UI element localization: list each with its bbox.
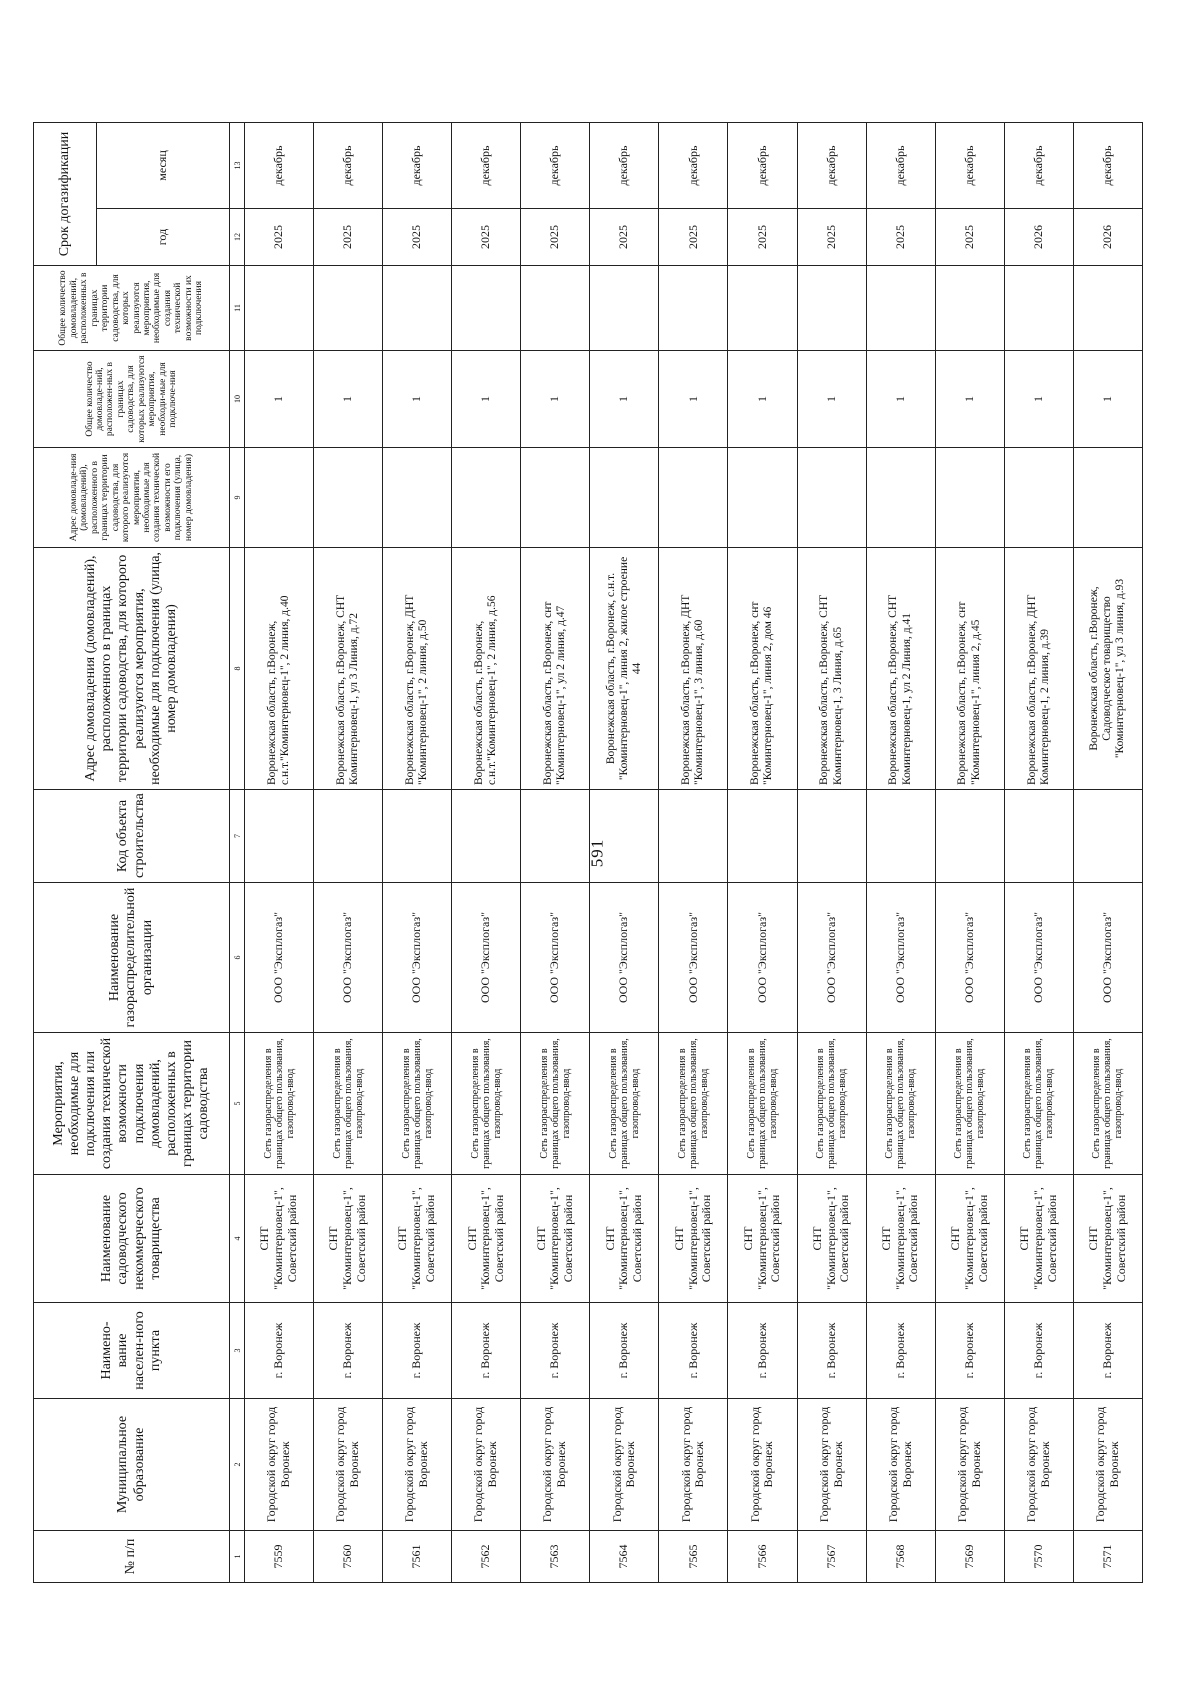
table-header bbox=[34, 123, 245, 1583]
cell-measures: Сеть газораспределения в границах общего пользования, газопровод-ввод bbox=[452, 1033, 521, 1175]
cell-address-tech bbox=[590, 448, 659, 548]
header-measures: Мероприятия, необходимые для подключения или создания технической возможности подключения домовладений, расположенных в границах территории садоводства bbox=[34, 1033, 230, 1175]
cell-total-connect: 1 bbox=[383, 351, 452, 448]
header-object-code: Код объекта строительства bbox=[34, 790, 230, 883]
cell-measures: Сеть газораспределения в границах общего пользования, газопровод-ввод bbox=[314, 1033, 383, 1175]
cell-object-code bbox=[590, 790, 659, 883]
gasification-table-sheet bbox=[33, 123, 1143, 1583]
cell-gas-org: ООО "Эксплогаз" bbox=[245, 883, 314, 1033]
column-number: 13 bbox=[230, 123, 245, 209]
cell-year: 2025 bbox=[797, 209, 866, 266]
cell-gas-org: ООО "Эксплогаз" bbox=[935, 883, 1004, 1033]
header-snt-name: Наименование садоводческого некоммерческого товарищества bbox=[34, 1175, 230, 1303]
cell-measures: Сеть газораспределения в границах общего пользования, газопровод-ввод bbox=[383, 1033, 452, 1175]
cell-object-code bbox=[1004, 790, 1073, 883]
cell-gas-org: ООО "Эксплогаз" bbox=[728, 883, 797, 1033]
cell-address-tech bbox=[245, 448, 314, 548]
cell-snt-name: СНТ "Коминтерновец-1", Советский район bbox=[659, 1175, 728, 1303]
cell-settlement: г. Воронеж bbox=[1004, 1303, 1073, 1399]
cell-snt-name: СНТ "Коминтерновец-1", Советский район bbox=[245, 1175, 314, 1303]
cell-total-connect: 1 bbox=[866, 351, 935, 448]
cell-total-tech bbox=[866, 266, 935, 351]
table-row bbox=[659, 123, 728, 1583]
cell-municipality: Городской округ город Воронеж bbox=[1073, 1399, 1142, 1531]
cell-address-tech bbox=[1004, 448, 1073, 548]
header-deadline: Срок догазификации bbox=[34, 123, 97, 266]
cell-month: декабрь bbox=[521, 123, 590, 209]
column-number: 6 bbox=[230, 883, 245, 1033]
cell-gas-org: ООО "Эксплогаз" bbox=[383, 883, 452, 1033]
table-row bbox=[866, 123, 935, 1583]
cell-settlement: г. Воронеж bbox=[797, 1303, 866, 1399]
cell-object-code bbox=[935, 790, 1004, 883]
cell-year: 2026 bbox=[1004, 209, 1073, 266]
cell-snt-name: СНТ "Коминтерновец-1", Советский район bbox=[1073, 1175, 1142, 1303]
cell-row-number: 7560 bbox=[314, 1531, 383, 1583]
column-number: 10 bbox=[230, 351, 245, 448]
cell-total-connect: 1 bbox=[1073, 351, 1142, 448]
header-gas-org: Наименование газораспределительной организации bbox=[34, 883, 230, 1033]
cell-settlement: г. Воронеж bbox=[590, 1303, 659, 1399]
cell-total-tech bbox=[797, 266, 866, 351]
cell-month: декабрь bbox=[935, 123, 1004, 209]
cell-address: Воронежская область, г.Воронеж, снт "Коминтерновец-1", линия 2, д.45 bbox=[935, 548, 1004, 790]
cell-object-code bbox=[728, 790, 797, 883]
table-row bbox=[935, 123, 1004, 1583]
column-number: 2 bbox=[230, 1399, 245, 1531]
cell-address-tech bbox=[935, 448, 1004, 548]
cell-total-tech bbox=[245, 266, 314, 351]
cell-row-number: 7571 bbox=[1073, 1531, 1142, 1583]
cell-year: 2025 bbox=[383, 209, 452, 266]
cell-measures: Сеть газораспределения в границах общего пользования, газопровод-ввод bbox=[728, 1033, 797, 1175]
header-num: № п/п bbox=[34, 1531, 230, 1583]
cell-total-tech bbox=[728, 266, 797, 351]
cell-year: 2025 bbox=[728, 209, 797, 266]
cell-total-tech bbox=[590, 266, 659, 351]
cell-municipality: Городской округ город Воронеж bbox=[245, 1399, 314, 1531]
cell-month: декабрь bbox=[728, 123, 797, 209]
cell-municipality: Городской округ город Воронеж bbox=[314, 1399, 383, 1531]
cell-municipality: Городской округ город Воронеж bbox=[866, 1399, 935, 1531]
cell-object-code bbox=[314, 790, 383, 883]
cell-gas-org: ООО "Эксплогаз" bbox=[452, 883, 521, 1033]
table-row bbox=[314, 123, 383, 1583]
cell-gas-org: ООО "Эксплогаз" bbox=[1073, 883, 1142, 1033]
header-municipality: Муниципальное образование bbox=[34, 1399, 230, 1531]
table-row bbox=[383, 123, 452, 1583]
cell-settlement: г. Воронеж bbox=[245, 1303, 314, 1399]
cell-gas-org: ООО "Эксплогаз" bbox=[590, 883, 659, 1033]
cell-measures: Сеть газораспределения в границах общего пользования, газопровод-ввод bbox=[590, 1033, 659, 1175]
cell-total-connect: 1 bbox=[935, 351, 1004, 448]
cell-municipality: Городской округ город Воронеж bbox=[728, 1399, 797, 1531]
cell-month: декабрь bbox=[245, 123, 314, 209]
cell-address-tech bbox=[866, 448, 935, 548]
cell-year: 2025 bbox=[935, 209, 1004, 266]
cell-gas-org: ООО "Эксплогаз" bbox=[797, 883, 866, 1033]
column-number: 9 bbox=[230, 448, 245, 548]
cell-row-number: 7564 bbox=[590, 1531, 659, 1583]
gasification-table bbox=[33, 122, 1143, 1583]
cell-address: Воронежская область, г.Воронеж, снт "Коминтерновец-1", линия 2, дом 46 bbox=[728, 548, 797, 790]
header-address: Адрес домовладения (домовладений), расположенного в границах территории садоводства, для которого реализуются мероприятия, необходимые для подключения (улица, номер домовладения) bbox=[34, 548, 230, 790]
cell-municipality: Городской округ город Воронеж bbox=[797, 1399, 866, 1531]
cell-address: Воронежская область, г.Воронеж, СНТ Коминтерновец-1, 3 Линия, д.65 bbox=[797, 548, 866, 790]
cell-year: 2025 bbox=[590, 209, 659, 266]
cell-measures: Сеть газораспределения в границах общего пользования, газопровод-ввод bbox=[797, 1033, 866, 1175]
cell-month: декабрь bbox=[383, 123, 452, 209]
cell-month: декабрь bbox=[1073, 123, 1142, 209]
cell-address-tech bbox=[1073, 448, 1142, 548]
cell-total-tech bbox=[314, 266, 383, 351]
cell-address-tech bbox=[452, 448, 521, 548]
cell-settlement: г. Воронеж bbox=[659, 1303, 728, 1399]
cell-row-number: 7570 bbox=[1004, 1531, 1073, 1583]
cell-gas-org: ООО "Эксплогаз" bbox=[659, 883, 728, 1033]
cell-total-tech bbox=[521, 266, 590, 351]
cell-measures: Сеть газораспределения в границах общего пользования, газопровод-ввод bbox=[521, 1033, 590, 1175]
cell-snt-name: СНТ "Коминтерновец-1", Советский район bbox=[866, 1175, 935, 1303]
cell-snt-name: СНТ "Коминтерновец-1", Советский район bbox=[452, 1175, 521, 1303]
cell-total-connect: 1 bbox=[1004, 351, 1073, 448]
cell-address: Воронежская область, г.Воронеж, с.н.т. "Коминтерновец-1", линия 2, жилое строение 44 bbox=[590, 548, 659, 790]
cell-snt-name: СНТ "Коминтерновец-1", Советский район bbox=[797, 1175, 866, 1303]
cell-address-tech bbox=[383, 448, 452, 548]
cell-year: 2026 bbox=[1073, 209, 1142, 266]
table-row bbox=[1004, 123, 1073, 1583]
cell-total-tech bbox=[935, 266, 1004, 351]
cell-address-tech bbox=[728, 448, 797, 548]
cell-snt-name: СНТ "Коминтерновец-1", Советский район bbox=[935, 1175, 1004, 1303]
cell-snt-name: СНТ "Коминтерновец-1", Советский район bbox=[1004, 1175, 1073, 1303]
cell-snt-name: СНТ "Коминтерновец-1", Советский район bbox=[521, 1175, 590, 1303]
cell-address: Воронежская область, г.Воронеж, ДНТ Коминтерновец-1, 2 линия, д.39 bbox=[1004, 548, 1073, 790]
cell-settlement: г. Воронеж bbox=[935, 1303, 1004, 1399]
cell-gas-org: ООО "Эксплогаз" bbox=[314, 883, 383, 1033]
cell-total-tech bbox=[1004, 266, 1073, 351]
cell-total-connect: 1 bbox=[452, 351, 521, 448]
header-year: год bbox=[97, 209, 230, 266]
cell-total-tech bbox=[383, 266, 452, 351]
cell-object-code bbox=[1073, 790, 1142, 883]
cell-total-connect: 1 bbox=[314, 351, 383, 448]
cell-object-code bbox=[383, 790, 452, 883]
cell-total-connect: 1 bbox=[245, 351, 314, 448]
cell-settlement: г. Воронеж bbox=[452, 1303, 521, 1399]
cell-municipality: Городской округ город Воронеж bbox=[659, 1399, 728, 1531]
cell-year: 2025 bbox=[866, 209, 935, 266]
cell-month: декабрь bbox=[659, 123, 728, 209]
cell-snt-name: СНТ "Коминтерновец-1", Советский район bbox=[590, 1175, 659, 1303]
cell-month: декабрь bbox=[1004, 123, 1073, 209]
cell-measures: Сеть газораспределения в границах общего пользования, газопровод-ввод bbox=[866, 1033, 935, 1175]
cell-address-tech bbox=[521, 448, 590, 548]
cell-gas-org: ООО "Эксплогаз" bbox=[866, 883, 935, 1033]
cell-month: декабрь bbox=[314, 123, 383, 209]
table-row bbox=[728, 123, 797, 1583]
cell-municipality: Городской округ город Воронеж bbox=[1004, 1399, 1073, 1531]
cell-address: Воронежская область, г.Воронеж, с.н.т."Коминтерновец-1", 2 линия, д.56 bbox=[452, 548, 521, 790]
cell-object-code bbox=[866, 790, 935, 883]
page-number: 591 bbox=[587, 838, 607, 868]
cell-year: 2025 bbox=[452, 209, 521, 266]
column-number: 4 bbox=[230, 1175, 245, 1303]
cell-snt-name: СНТ "Коминтерновец-1", Советский район bbox=[728, 1175, 797, 1303]
cell-total-connect: 1 bbox=[797, 351, 866, 448]
cell-total-connect: 1 bbox=[590, 351, 659, 448]
cell-address: Воронежская область, г.Воронеж, СНТ Коминтерновец-1, ул 2 Линия, д.41 bbox=[866, 548, 935, 790]
cell-settlement: г. Воронеж bbox=[521, 1303, 590, 1399]
cell-row-number: 7566 bbox=[728, 1531, 797, 1583]
cell-month: декабрь bbox=[797, 123, 866, 209]
cell-gas-org: ООО "Эксплогаз" bbox=[521, 883, 590, 1033]
cell-measures: Сеть газораспределения в границах общего пользования, газопровод-ввод bbox=[245, 1033, 314, 1175]
column-number: 1 bbox=[230, 1531, 245, 1583]
cell-object-code bbox=[659, 790, 728, 883]
cell-object-code bbox=[521, 790, 590, 883]
column-number: 5 bbox=[230, 1033, 245, 1175]
column-number: 12 bbox=[230, 209, 245, 266]
cell-snt-name: СНТ "Коминтерновец-1", Советский район bbox=[383, 1175, 452, 1303]
cell-row-number: 7567 bbox=[797, 1531, 866, 1583]
cell-year: 2025 bbox=[659, 209, 728, 266]
cell-municipality: Городской округ город Воронеж bbox=[383, 1399, 452, 1531]
cell-address-tech bbox=[314, 448, 383, 548]
cell-total-tech bbox=[1073, 266, 1142, 351]
cell-object-code bbox=[797, 790, 866, 883]
cell-row-number: 7563 bbox=[521, 1531, 590, 1583]
cell-month: декабрь bbox=[452, 123, 521, 209]
cell-address: Воронежская область, г.Воронеж, с.н.т."Коминтерновец-1", 2 линия, д.40 bbox=[245, 548, 314, 790]
column-number: 3 bbox=[230, 1303, 245, 1399]
cell-row-number: 7561 bbox=[383, 1531, 452, 1583]
table-row bbox=[797, 123, 866, 1583]
cell-row-number: 7562 bbox=[452, 1531, 521, 1583]
column-number: 11 bbox=[230, 266, 245, 351]
cell-year: 2025 bbox=[314, 209, 383, 266]
cell-object-code bbox=[452, 790, 521, 883]
cell-address: Воронежская область, г.Воронеж, снт "Коминтерновец-1", ул 2 линия, д.47 bbox=[521, 548, 590, 790]
cell-object-code bbox=[245, 790, 314, 883]
cell-address: Воронежская область, г.Воронеж, ДНТ "Коминтерновец-1", 3 линия, д.60 bbox=[659, 548, 728, 790]
cell-settlement: г. Воронеж bbox=[314, 1303, 383, 1399]
cell-settlement: г. Воронеж bbox=[383, 1303, 452, 1399]
cell-total-connect: 1 bbox=[728, 351, 797, 448]
table-row bbox=[452, 123, 521, 1583]
cell-total-connect: 1 bbox=[659, 351, 728, 448]
cell-settlement: г. Воронеж bbox=[728, 1303, 797, 1399]
cell-address: Воронежская область, г.Воронеж, Садоводческое товарищество "Коминтерновец-1", ул 3 линия, д.93 bbox=[1073, 548, 1142, 790]
table-body bbox=[245, 123, 1143, 1583]
cell-municipality: Городской округ город Воронеж bbox=[521, 1399, 590, 1531]
cell-settlement: г. Воронеж bbox=[1073, 1303, 1142, 1399]
cell-municipality: Городской округ город Воронеж bbox=[590, 1399, 659, 1531]
cell-row-number: 7559 bbox=[245, 1531, 314, 1583]
cell-settlement: г. Воронеж bbox=[866, 1303, 935, 1399]
table-row bbox=[521, 123, 590, 1583]
cell-month: декабрь bbox=[866, 123, 935, 209]
cell-total-tech bbox=[659, 266, 728, 351]
table-row bbox=[1073, 123, 1142, 1583]
cell-gas-org: ООО "Эксплогаз" bbox=[1004, 883, 1073, 1033]
cell-measures: Сеть газораспределения в границах общего пользования, газопровод-ввод bbox=[1073, 1033, 1142, 1175]
cell-address-tech bbox=[659, 448, 728, 548]
cell-measures: Сеть газораспределения в границах общего пользования, газопровод-ввод bbox=[1004, 1033, 1073, 1175]
header-total-tech: Общее количество домовладений, расположенных в границах территории садоводства, для которых реализуются мероприятия, необходимые для создания технической возможности их подключения bbox=[34, 266, 230, 351]
cell-total-tech bbox=[452, 266, 521, 351]
cell-municipality: Городской округ город Воронеж bbox=[935, 1399, 1004, 1531]
cell-row-number: 7568 bbox=[866, 1531, 935, 1583]
cell-address-tech bbox=[797, 448, 866, 548]
cell-month: декабрь bbox=[590, 123, 659, 209]
cell-row-number: 7565 bbox=[659, 1531, 728, 1583]
table-row bbox=[590, 123, 659, 1583]
header-settlement: Наимено-вание населен-ного пункта bbox=[34, 1303, 230, 1399]
cell-municipality: Городской округ город Воронеж bbox=[452, 1399, 521, 1531]
cell-snt-name: СНТ "Коминтерновец-1", Советский район bbox=[314, 1175, 383, 1303]
column-number: 8 bbox=[230, 548, 245, 790]
header-total-connect: Общее количество домовладе-ний, расположен-ных в границах садоводства, для которых реализуются мероприятия, необходи-мые для подключе-ния bbox=[34, 351, 230, 448]
cell-year: 2025 bbox=[521, 209, 590, 266]
cell-row-number: 7569 bbox=[935, 1531, 1004, 1583]
cell-measures: Сеть газораспределения в границах общего пользования, газопровод-ввод bbox=[659, 1033, 728, 1175]
cell-total-connect: 1 bbox=[521, 351, 590, 448]
table-row bbox=[245, 123, 314, 1583]
cell-year: 2025 bbox=[245, 209, 314, 266]
cell-address: Воронежская область, г.Воронеж, ДНТ "Коминтерновец-1", 2 линия, д.50 bbox=[383, 548, 452, 790]
header-month: месяц bbox=[97, 123, 230, 209]
cell-address: Воронежская область, г.Воронеж, СНТ Коминтерновец-1, ул 3 Линия, д.72 bbox=[314, 548, 383, 790]
column-number: 7 bbox=[230, 790, 245, 883]
header-address-tech: Адрес домовладе-ния (домовладений), расположенного в границах территории садоводства, для которого реализуются мероприятия, необходимые для создания технической возможности его подключения (улица, номер домовладения) bbox=[34, 448, 230, 548]
cell-measures: Сеть газораспределения в границах общего пользования, газопровод-ввод bbox=[935, 1033, 1004, 1175]
column-number-row bbox=[230, 123, 245, 1583]
